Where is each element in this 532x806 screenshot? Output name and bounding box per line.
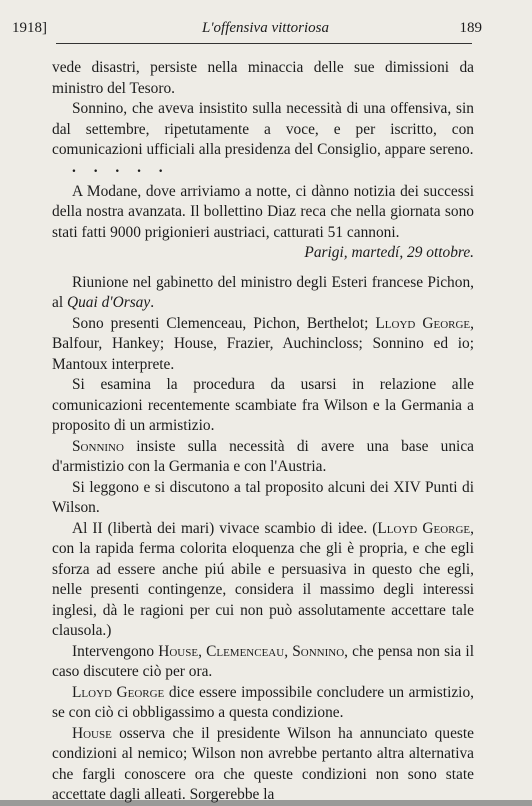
paragraph-2: Sonnino, che aveva insistito sulla necessità di una offensiva, sin dal settembre, ripetutamente a voce, e per iscritto, con comunicazioni ufficiali alla presidenza del Consiglio, appare sereno. bbox=[52, 100, 474, 158]
p4-text-a: Riunione nel gabinetto del ministro degli Esteri francese Pichon, al bbox=[52, 273, 474, 311]
p10-sonnino: Sonnino bbox=[292, 642, 345, 660]
p7-text-b: insiste sulla necessità di avere una base unica d'armistizio con la Germania e con l'Austria. bbox=[52, 437, 474, 475]
paragraph-11 bbox=[52, 683, 474, 724]
running-header bbox=[12, 18, 482, 42]
paragraph-3: A Modane, dove arriviamo a notte, ci dànno notizia dei successi della nostra avanzata. Il bollettino Diaz reca che nella giornata sono stati fatti 9000 prigionieri austriaci, catturati 51 cannoni. bbox=[52, 182, 474, 241]
paragraph-4 bbox=[52, 273, 474, 314]
header-rule bbox=[56, 43, 472, 44]
p10-text-g: , che pensa non sia il caso discutere ciò per ora. bbox=[52, 642, 474, 680]
p5-text-a: Sono presenti Clemenceau, Pichon, Berthelot; bbox=[72, 314, 376, 332]
p12-house: House bbox=[72, 724, 112, 742]
p11-text-b: dice essere impossibile concludere un armistizio, se con ciò ci obbligassimo a questa condizione. bbox=[52, 683, 475, 721]
body-text bbox=[52, 58, 474, 806]
p9-text-c: , con la rapida ferma colorita eloquenza che gli è propria, e che egli sforza ad essere anche piú abile e persuasiva in questo che egli, nelle presenti contingenze, considera il massimo degli interessi inglesi, dà le ragioni per cui non può assolutamente accettare tale clausola.) bbox=[52, 519, 474, 639]
paragraph-1: vede disastri, persiste nella minaccia delle sue dimissioni da ministro del Tesoro. bbox=[52, 59, 474, 97]
paragraph-10 bbox=[52, 642, 474, 683]
p5-text-c: , Balfour, Hankey; House, Frazier, Auchincloss; Sonnino ed io; Mantoux interprete. bbox=[52, 314, 474, 373]
paragraph-5 bbox=[52, 314, 474, 376]
paragraph-9 bbox=[52, 519, 474, 642]
p4-quai: Quai d'Orsay bbox=[66, 294, 151, 311]
paragraph-7 bbox=[52, 437, 474, 478]
p10-text-e: , bbox=[284, 642, 293, 660]
p10-clemenceau: Clemenceau bbox=[206, 642, 285, 660]
dateline: Parigi, martedí, 29 ottobre. bbox=[304, 244, 474, 261]
p9-text-a: Al II (libertà dei mari) vivace scambio di idee. ( bbox=[72, 519, 378, 537]
paragraph-12 bbox=[52, 724, 474, 806]
header-title: L'offensiva vittoriosa bbox=[202, 20, 329, 36]
paragraph-8: Si leggono e si discutono a tal proposito alcuni dei XIV Punti di Wilson. bbox=[52, 478, 474, 516]
p12-text-b: osserva che il presidente Wilson ha annunciato queste condizioni al nemico; Wilson non avrebbe pertanto altra alternativa che fargli conoscere ora che queste condizioni non sono state accettate dagli alleati. Sorgerebbe la bbox=[52, 724, 474, 803]
p9-lloyd-george: Lloyd George bbox=[377, 519, 471, 537]
p4-text-c: . bbox=[150, 294, 155, 311]
p10-text-c: , bbox=[198, 642, 207, 660]
page-number: 189 bbox=[459, 20, 482, 36]
p10-text-a: Intervengono bbox=[72, 642, 159, 660]
p10-house: House bbox=[158, 642, 199, 660]
paragraph-6: Si esamina la procedura da usarsi in relazione alle comunicazioni recentemente scambiate fra Wilson e la Germania a proposito di un armistizio. bbox=[52, 376, 474, 434]
p7-sonnino: Sonnino bbox=[72, 437, 124, 455]
p11-lloyd-george: Lloyd George bbox=[72, 683, 165, 701]
header-year: 1918] bbox=[12, 20, 47, 36]
p5-lloyd-george: Lloyd George bbox=[375, 314, 471, 332]
section-dots: . . . . . bbox=[72, 158, 170, 176]
